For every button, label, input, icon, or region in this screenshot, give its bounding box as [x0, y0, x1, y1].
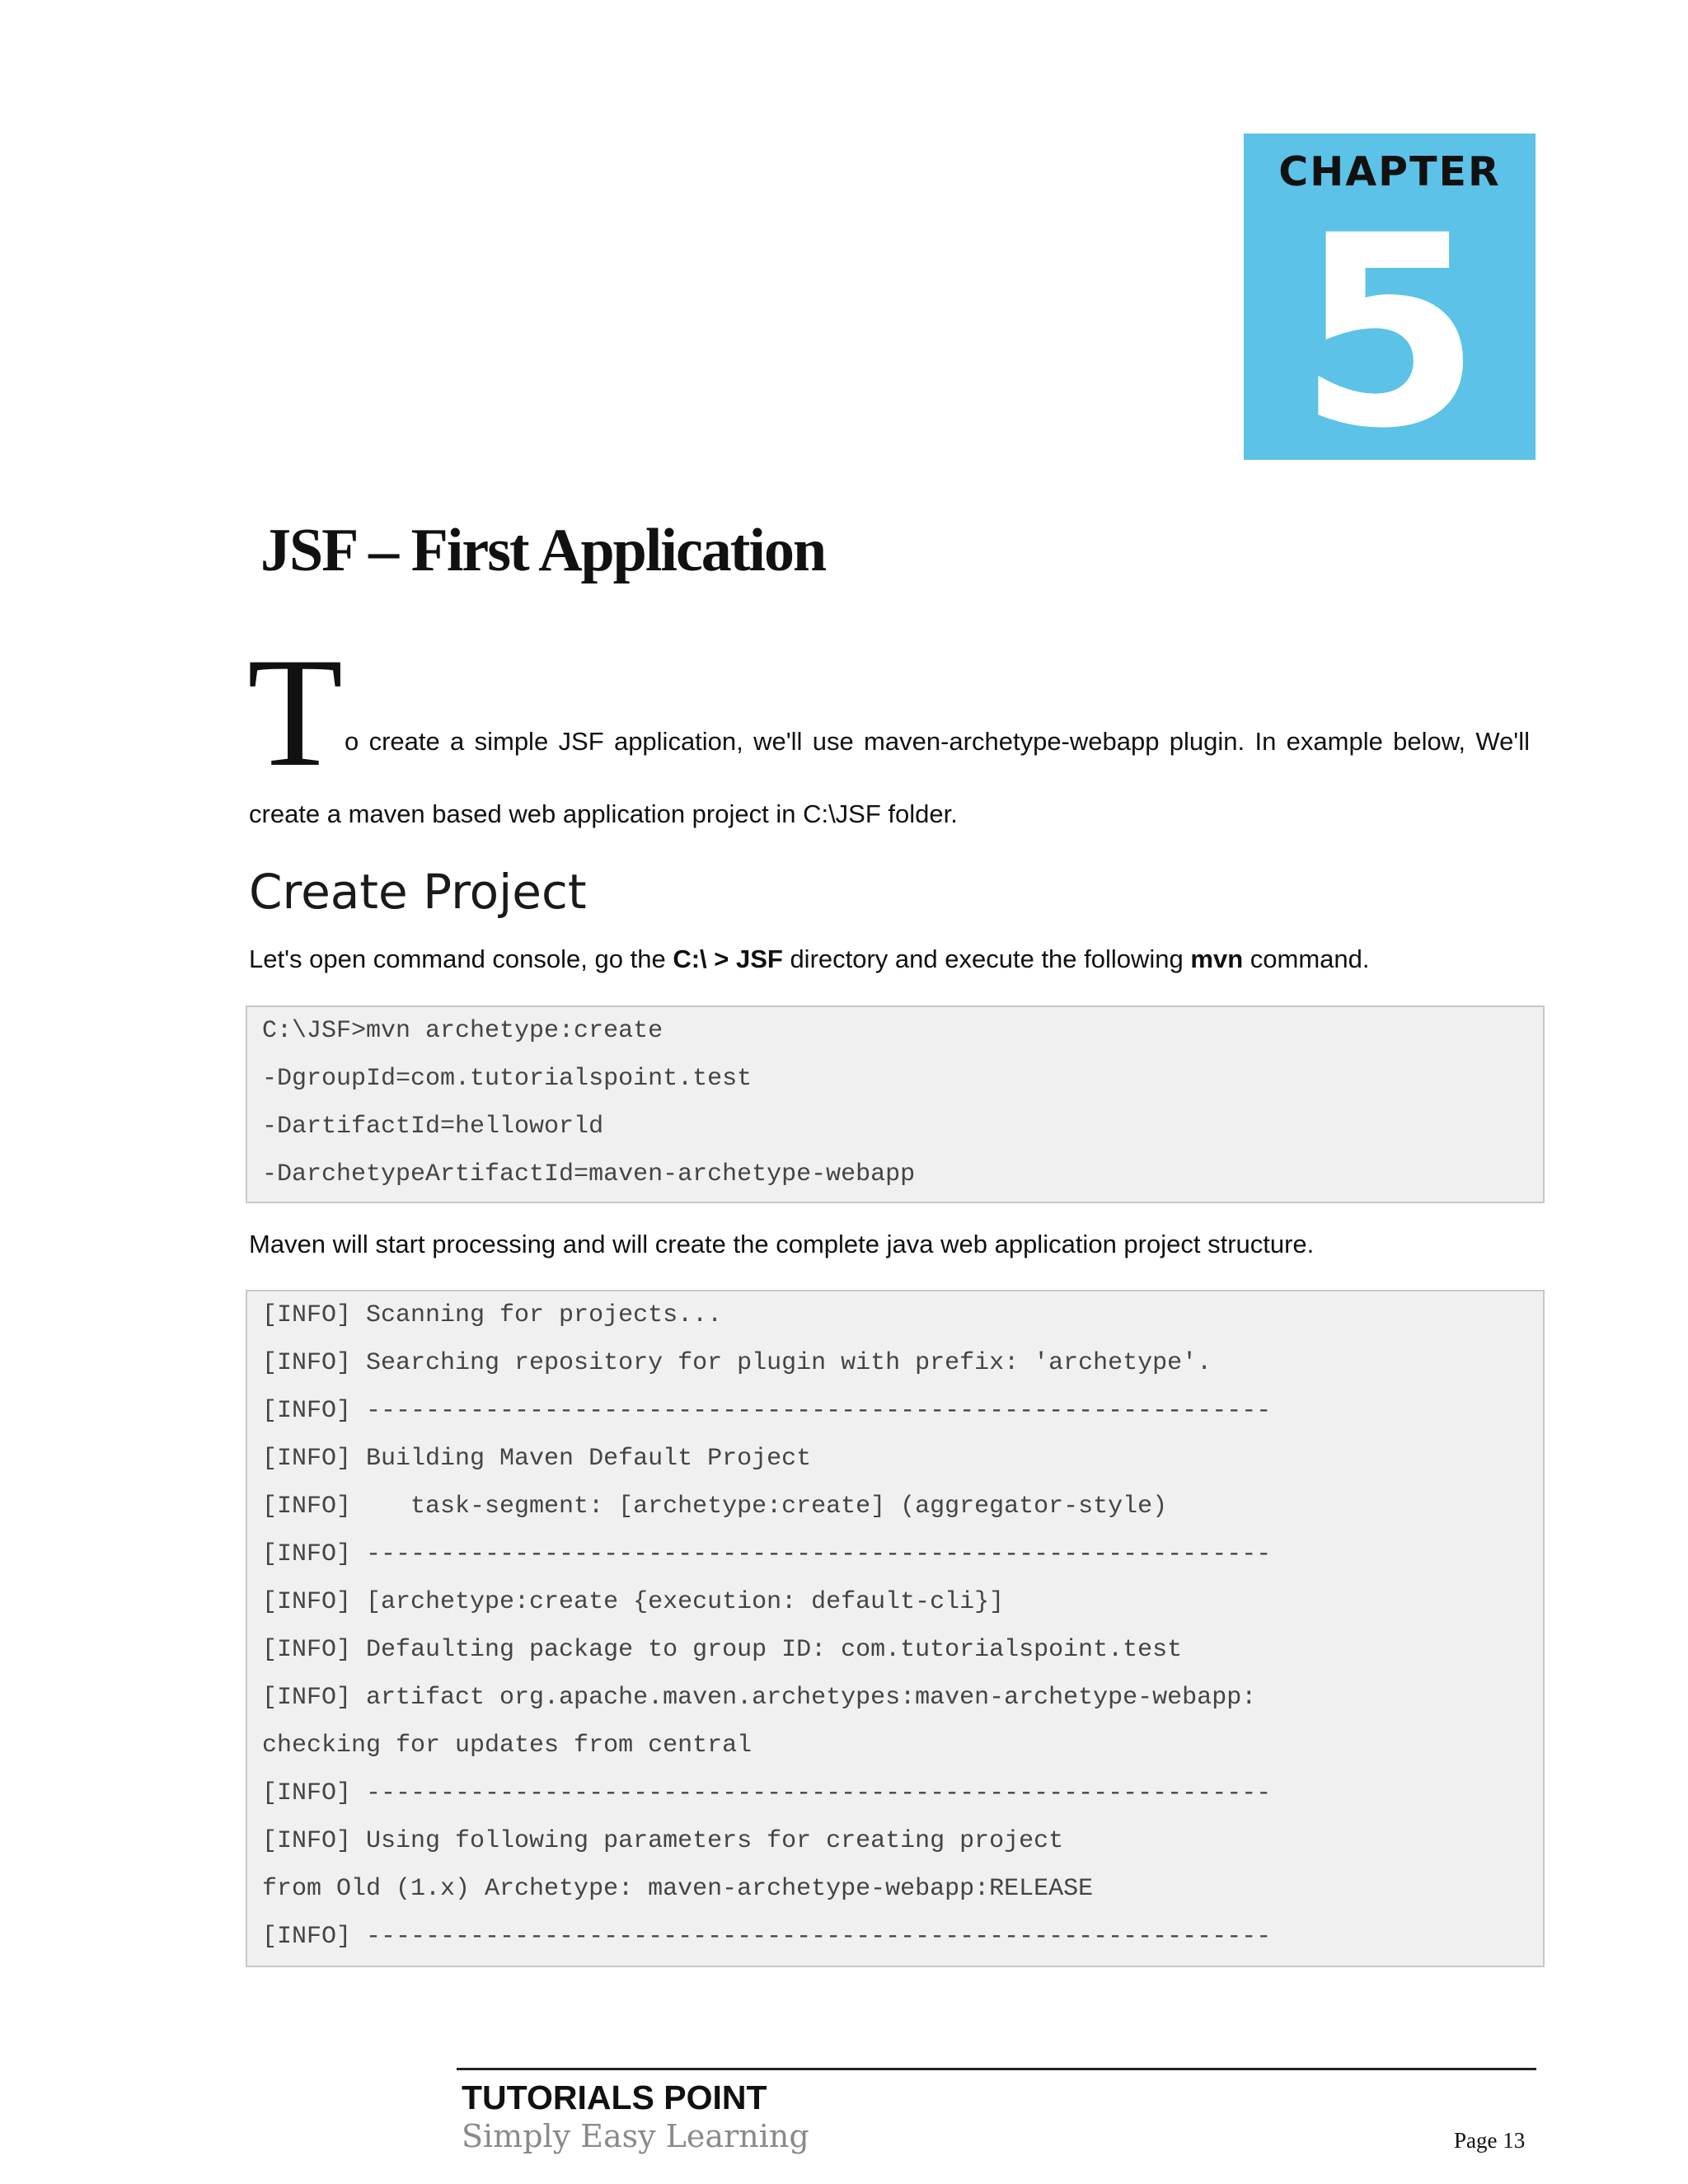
code-line: [INFO] Searching repository for plugin with prefix: 'archetype'.: [262, 1349, 1212, 1377]
footer-divider: [457, 2068, 1536, 2070]
chapter-label: CHAPTER: [1278, 148, 1501, 195]
page-number: Page 13: [1454, 2128, 1526, 2153]
code-line: [INFO] -------------------------------------------------------------: [262, 1397, 1272, 1425]
code-line: [INFO] Scanning for projects...: [262, 1301, 723, 1329]
code-line: [INFO] -------------------------------------------------------------: [262, 1540, 1272, 1568]
instruction-paragraph: [249, 944, 1369, 974]
code-line: [INFO] Defaulting package to group ID: com.tutorialspoint.test: [262, 1636, 1183, 1664]
instruction-text: directory and execute the following: [782, 944, 1191, 973]
chapter-number: 5: [1297, 180, 1482, 486]
code-line: [INFO] task-segment: [archetype:create] (aggregator-style): [262, 1493, 1168, 1521]
chapter-badge: [1244, 134, 1536, 486]
output-code-block: [246, 1290, 1545, 1967]
intro-text-line-1: o create a simple JSF application, we'll use maven-archetype-webapp plugin. In example below, We'll: [345, 727, 1530, 756]
code-line: [INFO] -------------------------------------------------------------: [262, 1923, 1272, 1951]
code-line: C:\JSF>mvn archetype:create: [262, 1017, 663, 1045]
code-line: [INFO] artifact org.apache.maven.archetypes:maven-archetype-webapp:: [262, 1684, 1257, 1712]
code-line: [INFO] Using following parameters for creating project: [262, 1827, 1064, 1855]
directory-path: C:\ > JSF: [673, 944, 783, 973]
description-paragraph: Maven will start processing and will create the complete java web application project structure.: [249, 1230, 1315, 1258]
footer-tagline: Simply Easy Learning: [462, 2118, 809, 2154]
command-code-block: [246, 1005, 1545, 1203]
code-line: -DarchetypeArtifactId=maven-archetype-webapp: [262, 1160, 916, 1188]
code-line: [INFO] Building Maven Default Project: [262, 1445, 812, 1473]
code-line: checking for updates from central: [262, 1732, 753, 1760]
drop-cap: T: [247, 626, 344, 799]
code-line: -DgroupId=com.tutorialspoint.test: [262, 1065, 753, 1093]
code-line: from Old (1.x) Archetype: maven-archetype-webapp:RELEASE: [262, 1875, 1094, 1903]
code-line: [INFO] -------------------------------------------------------------: [262, 1779, 1272, 1807]
page-title: JSF – First Application: [260, 517, 826, 584]
instruction-text: Let's open command console, go the: [249, 944, 673, 973]
code-line: [INFO] [archetype:create {execution: default-cli}]: [262, 1588, 1005, 1616]
footer-brand: TUTORIALS POINT: [462, 2079, 767, 2116]
instruction-text: command.: [1243, 944, 1370, 973]
code-line: -DartifactId=helloworld: [262, 1113, 604, 1141]
section-heading: Create Project: [249, 864, 587, 920]
intro-text-line-2: create a maven based web application project in C:\JSF folder.: [249, 799, 958, 828]
command-name: mvn: [1190, 944, 1244, 973]
